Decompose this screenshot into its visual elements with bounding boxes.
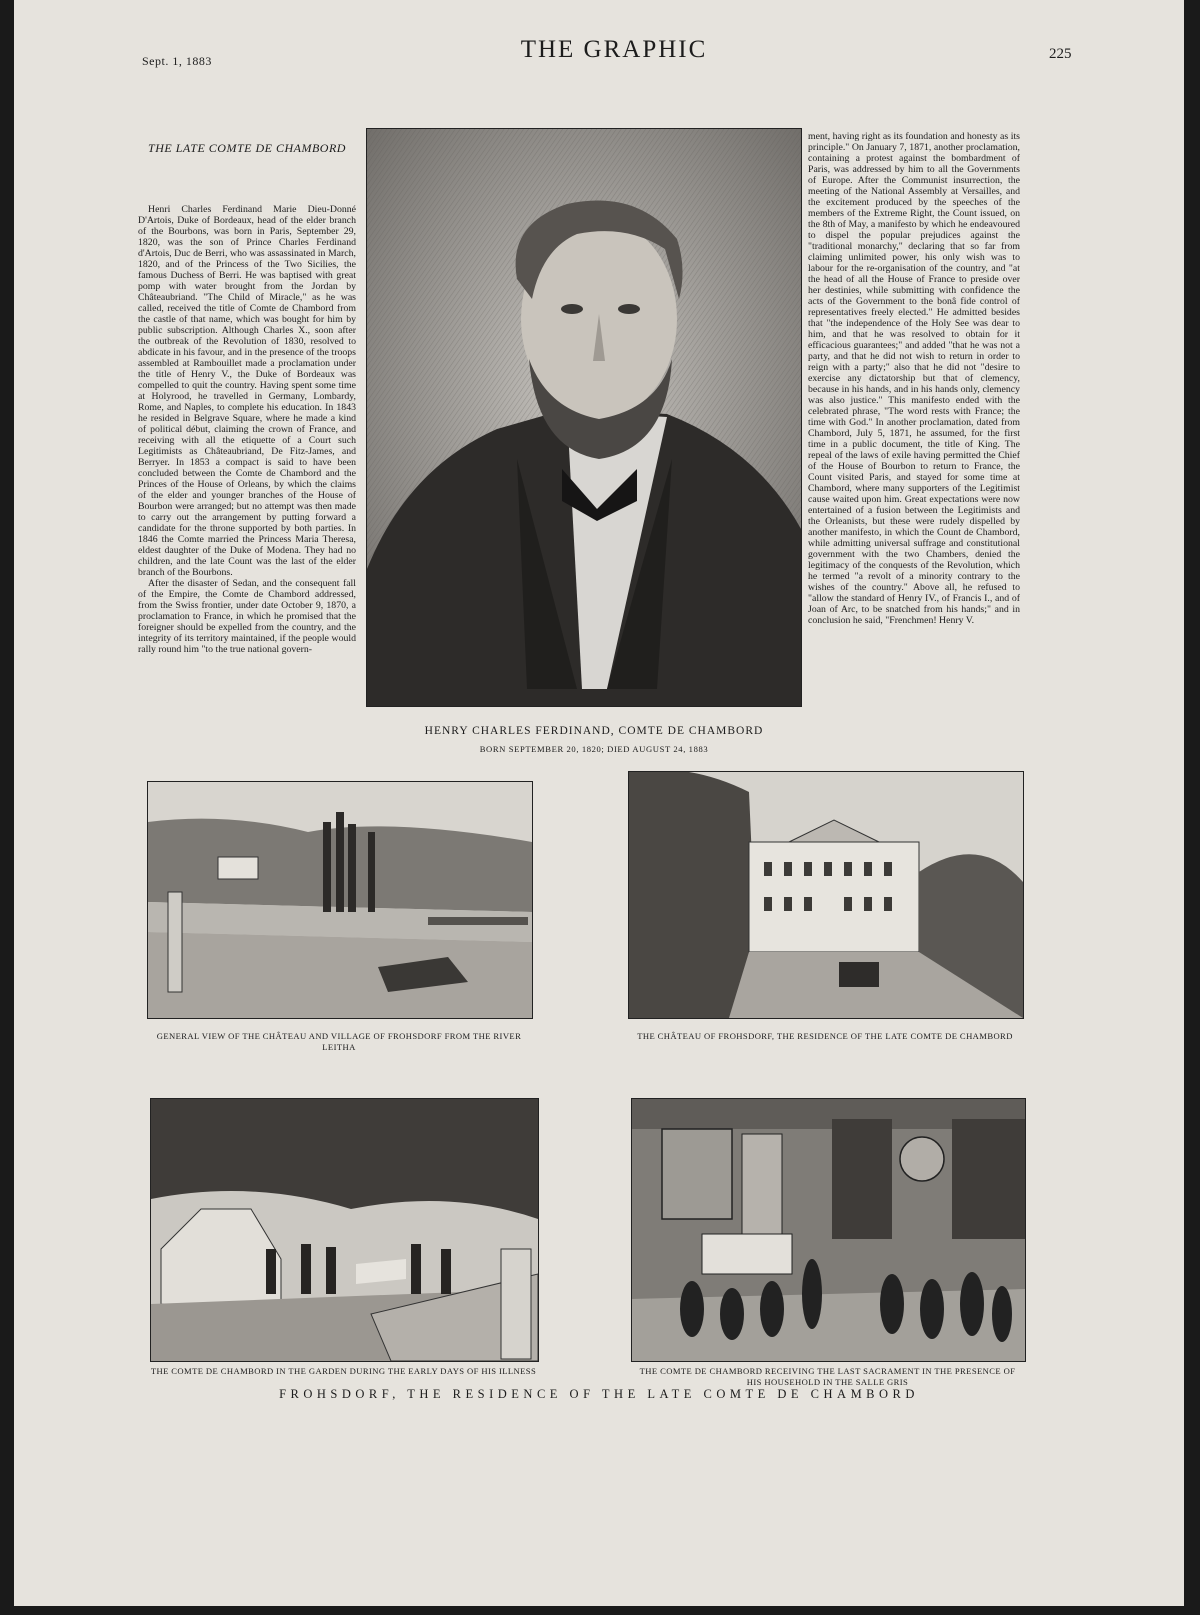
chateau-image (629, 772, 1023, 1018)
article-column-left (138, 204, 356, 734)
illustration-last-sacrament (631, 1098, 1026, 1362)
newspaper-page (14, 0, 1184, 1606)
article-title: THE LATE COMTE DE CHAMBORD (148, 141, 346, 155)
portrait-subcaption: BORN SEPTEMBER 20, 1820; DIED AUGUST 24, 1883 (479, 744, 709, 754)
portrait-engraving (366, 128, 802, 707)
illustration-chateau-caption: THE CHÂTEAU OF FROHSDORF, THE RESIDENCE OF THE LATE COMTE DE CHAMBORD (637, 1031, 1013, 1041)
article-paragraph: ment, having right as its foundation and honesty as its principle." On January 7, 1871, another proclamation, containing a protest against the bombardment of Paris, was addressed by him to all the Governments of Europe. After the Communist insurrection, the meeting of the National Assembly at Versailles, and the excitement produced by the speeches of the members of the Extreme Right, the Count issued, on the 8th of May, a manifesto by which he endeavoured to dispel the popular prejudices against the "traditional monarchy," declaring that so far from claiming unlimited power, his only wish was to labour for the re-organisation of the country, and "at the head of all the House of France to preside over her destinies, while submitting with confidence the acts of the Government to the bonâ fide control of representatives freely elected." He admitted besides that "the independence of the Holy See was dear to him, and that he was resolved to obtain for it efficacious guarantees;" and added "that he was not a party, and that he did not wish to return in order to reign with a party;" also that he did not "desire to exercise any dictatorship but that of clemency, because in his hands, and in his hands only, clemency was also justice." This manifesto ended with the celebrated phrase, "The word rests with France; the time with God." In another proclamation, dated from Chambord, July 5, 1871, he assumed, for the first time in a public document, the title of King. The repeal of the laws of exile having permitted the Chief of the House of Bourbon to return to France, the Count visited Paris, and stayed for some time at Chambord, where many supporters of the Legitimist cause waited upon him. Great expectations were now entertained of a fusion between the Legitimists and the Orleanists, but these were rudely dispelled by another manifesto, in which the Count de Chambord, while admitting universal suffrage and constitutional government with the two Chambers, denied the legitimacy of the conquests of the Revolution, which he termed "a revolt of a minority contrary to the wishes of the country." Above all, he refused to "allow the standard of Henry IV., of Francis I., and of Joan of Arc, to be snatched from his hands;" and in conclusion he said, "Frenchmen! Henry V. (808, 131, 1020, 626)
garden-image (151, 1099, 538, 1361)
illustration-garden (150, 1098, 539, 1362)
illustration-river-view (147, 781, 533, 1019)
illustration-last-sacrament-caption: THE COMTE DE CHAMBORD RECEIVING THE LAST SACRAMENT IN THE PRESENCE OF HIS HOUSEHOLD IN THE SALLE GRIS (639, 1366, 1016, 1387)
illustration-river-view-caption: GENERAL VIEW OF THE CHÂTEAU AND VILLAGE OF FROHSDORF FROM THE RIVER LEITHA (156, 1031, 522, 1052)
page-number: 225 (1049, 46, 1072, 62)
illustration-garden-caption: THE COMTE DE CHAMBORD IN THE GARDEN DURING THE EARLY DAYS OF HIS ILLNESS (150, 1366, 537, 1376)
article-paragraph: After the disaster of Sedan, and the consequent fall of the Empire, the Comte de Chambord addressed, from the Swiss frontier, under date October 9, 1870, a proclamation to France, in which he promised that the foreigner should be expelled from the country, and the integrity of its territory maintained, if the people would rally round him "to the true national govern- (138, 578, 356, 655)
article-column-right (808, 131, 1020, 731)
header-date: Sept. 1, 1883 (142, 54, 212, 68)
article-paragraph: Henri Charles Ferdinand Marie Dieu-Donné D'Artois, Duke of Bordeaux, head of the elder branch of the Bourbons, was born in Paris, September 29, 1820, was the son of Prince Charles Ferdinand d'Artois, Duc de Berri, who was assassinated in March, 1820, and of the Princess of the Two Sicilies, the famous Duchess of Berri. He was baptised with great pomp with water brought from the Jordan by Châteaubriand. "The Child of Miracle," as he was called, received the title of Comte de Chambord from the castle of that name, which was bought for him by public subscription. Although Charles X., soon after the outbreak of the Revolution of 1830, resolved to abdicate in his favour, and in the presence of the troops assembled at Rambouillet made a proclamation under the title of Henry V., the Duke of Bordeaux was compelled to quit the country. Having spent some time at Holyrood, he travelled in Germany, Lombardy, Rome, and Naples, to complete his education. In 1843 he resided in Belgrave Square, where he made a kind of political début, claiming the crown of France, and receiving with all the etiquette of a Court such Legitimists as Châteaubriand, De Fitz-James, and Berryer. In 1853 a compact is said to have been concluded between the Comte de Chambord and the Princes of the House of Orleans, by which the claims of the elder and younger branches of the House of Bourbon were arranged; but no attempt was then made to carry out the arrangement by putting forward a candidate for the throne supported by both parties. In 1846 the Comte married the Princess Maria Theresa, eldest daughter of the Duke of Modena. They had no children, and the late Count was the last of the elder branch of the Bourbons. (138, 204, 356, 578)
masthead-title: THE GRAPHIC (520, 36, 708, 63)
illustration-chateau (628, 771, 1024, 1019)
portrait-image (367, 129, 801, 706)
portrait-caption: HENRY CHARLES FERDINAND, COMTE DE CHAMBORD (424, 725, 764, 737)
footer-title: FROHSDORF, THE RESIDENCE OF THE LATE COMTE DE CHAMBORD (279, 1387, 919, 1401)
last-sacrament-image (632, 1099, 1025, 1361)
river-view-image (148, 782, 532, 1018)
